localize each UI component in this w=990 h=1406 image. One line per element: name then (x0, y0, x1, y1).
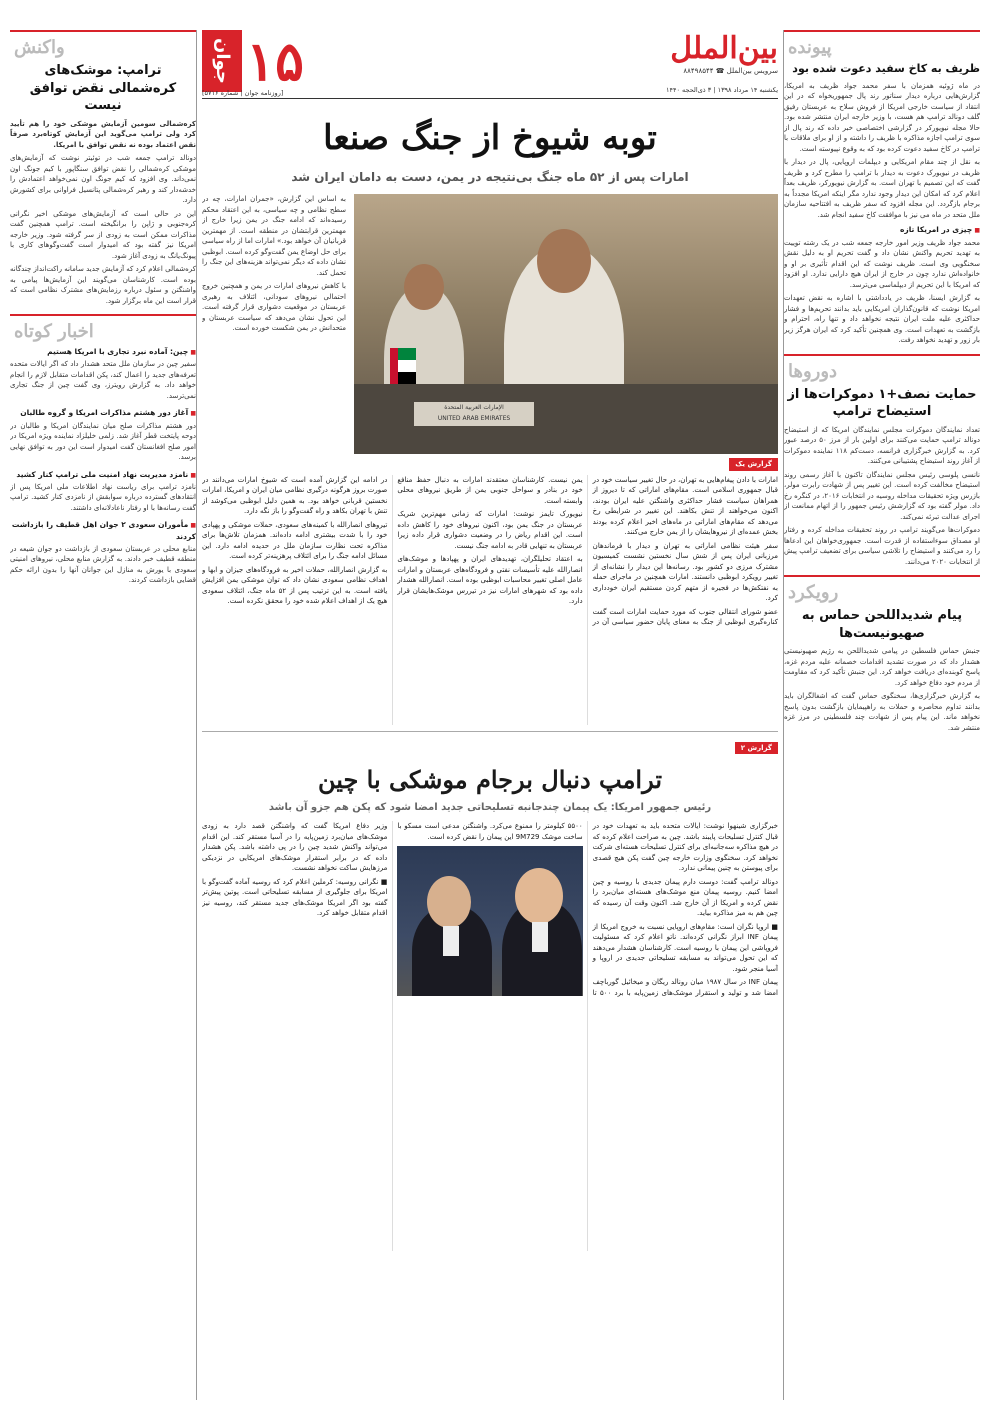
right-sidebar (784, 30, 980, 1400)
photo-face (537, 229, 591, 293)
masthead (202, 30, 778, 99)
section-header (10, 30, 196, 58)
paper-logo-mark: جوان (202, 30, 242, 92)
article-paragraph: امارات با دادن پیغام‌هایی به تهران، در حال تغییر سیاست خود در قبال جمهوری اسلامی است. مقام‌های اماراتی که تا دیروز از همراهان سیاست فشار حداکثری واشنگتن علیه ایران بودند، اکنون می‌خواهند از تنش بکاهند. این تغییر در شرایطی رخ می‌دهد که مقام‌های اماراتی در ماه‌های اخیر اعلام کرده بودند بخش عمده‌ای از نیروهایشان را از یمن خارج می‌کنند. (592, 475, 778, 536)
article-paragraph: تعداد نمایندگان دموکرات مجلس نمایندگان امریکا که از استیضاح دونالد ترامپ حمایت می‌کنند برای اولین بار از مرز ۵۰ درصد عبور کرد. به گزارش خبرگزاری فرانسه، دست‌کم ۱۱۸ نماینده دموکرات از آغاز روند استیضاح پشتیبانی می‌کنند. (784, 425, 980, 466)
article-paragraph: نیویورک تایمز نوشت: امارات که زمانی مهم‌ترین شریک عربستان در جنگ یمن بود، اکنون نیروهای خود را کاهش داده است. این اقدام ریاض را در وضعیت دشواری قرار داده زیرا عربستان به تنهایی قادر به ادامه جنگ نیست. (397, 510, 583, 550)
lead-story-block (202, 194, 778, 454)
section-name: بین‌الملل (670, 31, 778, 66)
section-header (784, 575, 980, 603)
main-content (202, 30, 778, 1400)
article-paragraph: محمد جواد ظریف وزیر امور خارجه جمعه شب در یک رشته توییت به تهدید تحریم واکنش نشان داد و گفت تحریم او به دلیل نقش سخنگویی وی است. ظریف نوشت که این اقدام تأثیری بر او و خانواده‌اش ندارد چون در خارج از ایران هیچ دارایی ندارد. او افزود که امریکا با این تحریم از دیپلماسی می‌ترسد. (784, 238, 980, 289)
page-section-title (478, 32, 778, 77)
news-brief-body: منابع محلی در عربستان سعودی از بازداشت دو جوان شیعه در منطقه قطیف خبر دادند. به گزارش منابع محلی، نیروهای امنیتی سعودی با یورش به منازل این جوانان آنها را بدون ارائه حکم قضایی بازداشت کردند. (10, 544, 196, 585)
article-paragraph: ■ اروپا نگران است: مقام‌های اروپایی نسبت به خروج امریکا از پیمان INF ابراز نگرانی کرده‌اند. ناتو اعلام کرد که مسئولیت فروپاشی این پیمان با روسیه است. کارشناسان هشدار می‌دهند که این تحول می‌تواند به مسابقه تسلیحاتی جدیدی در اروپا و آسیا منجر شود. (592, 922, 778, 973)
left-sidebar (10, 30, 196, 1400)
name-plaque: الإمارات العربية المتحدة UNITED ARAB EMIRATES (414, 402, 534, 426)
news-brief-title: ■ آغاز دور هشتم مذاکرات امریکا و گروه طالبان (10, 407, 196, 418)
article-paragraph: پیمان INF در سال ۱۹۸۷ میان رونالد ریگان و میخائیل گورباچف امضا شد و تولید و استقرار موشک‌های زمین‌پایه با برد ۵۰۰ تا ۵۵۰۰ کیلومتر را ممنوع می‌کرد. واشنگتن مدعی است مسکو با ساخت موشک 9M729 این پیمان را نقض کرده است. (397, 822, 778, 997)
article-paragraph: به اعتقاد تحلیلگران، تهدیدهای ایران و پهپادها و موشک‌های انصارالله علیه تأسیسات نفتی و فرودگاه‌های عربستان و امارات عامل اصلی تغییر محاسبات ابوظبی بوده است. انصارالله هشدار داده بود که شهرهای امارات نیز در تیررس موشک‌هایشان قرار دارد. (397, 555, 583, 605)
uae-flag-icon (390, 348, 416, 384)
lead-photo (354, 194, 778, 454)
article-headline: حمایت نصف+۱ دموکرات‌ها از استیضاح ترامپ (787, 386, 977, 420)
section-title: دوروها (788, 360, 838, 382)
article-paragraph: کره‌شمالی اعلام کرد که آزمایش جدید سامانه راکت‌انداز چندگانه بوده است. کارشناسان می‌گویند این آزمایش‌ها پیامی به واشنگتن و سئول درباره رزمایش‌های مشترک نظامی است که قرار است این ماه برگزار شود. (10, 265, 196, 305)
article-paragraph: دونالد ترامپ جمعه شب در توئیتر نوشت که آزمایش‌های موشکی کره‌شمالی را نقض توافق سنگاپور با کیم جونگ اون نمی‌داند. وی افزود که کیم جونگ اون نمی‌خواهد اعتمادش را خدشه‌دار کند و رهبر کره‌شمالی پتانسیل فراوانی برای کشورش دارد. (10, 154, 196, 205)
article-paragraph: دموکرات‌ها می‌گویند ترامپ در روند تحقیقات مداخله کرده و رفتار او مصداق سوءاستفاده از قدرت است. جمهوری‌خواهان این ادعاها را رد می‌کنند و استیضاح را تلاشی سیاسی برای تضعیف ترامپ پیش از انتخابات ۲۰۲۰ می‌دانند. (784, 526, 980, 566)
second-story-block (202, 821, 778, 1251)
article-headline: ظریف به کاخ سفید دعوت شده بود (792, 62, 980, 75)
editor-contact: سرویس بین‌الملل ☎ ۸۸۴۹۸۵۴۴ (683, 67, 778, 75)
article-paragraph: سفر هیئت نظامی اماراتی به تهران و دیدار با فرماندهان مرزبانی ایران پس از شش سال نخستین نشست کمیسیون مشترک مرزی دو کشور بود. رسانه‌ها این دیدار را نشانه‌ای از تغییر رویکرد ابوظبی دانستند. امارات همچنین در ماجرای حمله به نفتکش‌ها در فجیره از متهم کردن مستقیم ایران خودداری کرد. (592, 541, 778, 602)
article-lede: کره‌شمالی سومین آزمایش موشکی خود را هم تأیید کرد ولی ترامپ می‌گوید این آزمایش کوتاه‌برد صرفاً نقض اعتماد بوده نه نقض توافق با امریکا. (10, 119, 196, 149)
column-divider (783, 30, 784, 1400)
main-headline: توبه شیوخ از جنگ صنعا (323, 118, 657, 158)
article-paragraph: به نقل از چند مقام امریکایی و دیپلمات اروپایی، پال در دیدار با ظریف در نیویورک دعوت به دیدار با ترامپ را مطرح کرد و ظریف گفت که این تصمیم با تهران است. به گزارش نیویورکر، ظریف بعداً اعلام کرد که امکان این دیدار وجود ندارد مگر اینکه امریکا مجدداً به برجام بازگردد. این مجله افزود که سفر ظریف به افتتاحیه سازمان ملل متحد در ماه می نیز با موافقت کاخ سفید انجام شد. (784, 158, 980, 219)
article-paragraph: جنبش حماس فلسطین در پیامی شدیداللحن به رژیم صهیونیستی هشدار داد که در صورت تشدید اقدامات خصمانه علیه مردم غزه، پاسخ کوبنده‌ای دریافت خواهد کرد. این جنبش تأکید کرد که مقاومت از مردم خود دفاع خواهد کرد. (784, 647, 980, 687)
article-paragraph: عضو شورای انتقالی جنوب که مورد حمایت امارات است گفت کناره‌گیری ابوظبی از جنگ به معنای پایان حضور سیاسی آن در یمن نیست. کارشناسان معتقدند امارات به دنبال حفظ منافع خود در بنادر و سواحل جنوبی یمن از طریق نیروهای محلی وابسته است. (397, 475, 778, 626)
section-header (784, 30, 980, 58)
article-headline: ترامپ: موشک‌های کره‌شمالی نقض توافق نیست (29, 63, 177, 114)
second-headline: ترامپ دنبال برجام موشکی با چین (317, 765, 663, 794)
second-photo (397, 846, 582, 996)
section-title: واکنش (14, 37, 65, 58)
news-brief (10, 519, 196, 586)
news-brief-body: نامزد ترامپ برای ریاست نهاد اطلاعات ملی امریکا پس از انتقادهای گسترده درباره سوابقش از نامزدی کنار کشید. ترامپ گفت رسانه‌ها با او رفتار ناعادلانه‌ای داشتند. (10, 482, 196, 512)
article-paragraph: تیروهای انصارالله با کمینه‌های سعودی، حملات موشکی و پهپادی خود را با شدت بیشتری ادامه داده‌اند. همزمان تلاش‌ها برای مذاکره تحت نظارت سازمان ملل در حدیده ادامه دارد. این مسائل ادامه جنگ را برای ائتلاف پرهزینه‌تر کرده است. (202, 520, 388, 560)
lead-text-column (202, 194, 346, 337)
report-tag: گزارش یک (729, 458, 778, 471)
section-header (784, 354, 980, 382)
section-title: پیونده (788, 37, 832, 58)
section-title: اخبار کوتاه (14, 321, 94, 343)
article-paragraph: به اساس این گزارش، «جمران امارات، چه در سطح نظامی و چه سیاسی، به این اعتقاد محکم رسیده‌اند که ادامه جنگ در یمن زیرا خارج از مهمترین قرابتشان در منطقه است. از مهمترین قربانیان آن خواهد بود.» امارات اما از راه سیاسی برای حل اوضاع یمن گفت‌وگو کرده است. ابوظبی نشان داده که دیگر نمی‌تواند هزینه‌های این جنگ را تحمل کند. (202, 195, 346, 277)
news-brief-title: ■ نامزد مدیریت نهاد امنیت ملی ترامپ کنار کشید (10, 469, 196, 480)
news-brief-body: سفیر چین در سازمان ملل متحد هشدار داد که اگر ایالات متحده تعرفه‌های جدید را اعمال کند، پکن اقدامات متقابل لازم را انجام خواهد داد. به گزارش رویترز، وی گفت چین از جنگ تجاری نمی‌ترسد. (10, 360, 196, 400)
article-subhead: ■ چیزی در امریکا تازه (784, 224, 980, 235)
article-paragraph: خبرگزاری شینهوا نوشت: ایالات متحده باید به تعهدات خود در قبال کنترل تسلیحات پایبند باشد. چین به صراحت اعلام کرده که در هیچ مذاکره سه‌جانبه‌ای برای کنترل تسلیحات هسته‌ای شرکت نخواهد کرد. سخنگوی وزارت خارجه چین گفت پکن هیچ قصدی برای پیوستن به چنین پیمانی ندارد. (592, 822, 778, 872)
photo-shirt (443, 926, 459, 956)
article-paragraph: این در حالی است که آزمایش‌های موشکی اخیر نگرانی کره‌جنوبی و ژاپن را برانگیخته است. ترامپ همچنین گفت مذاکرات ممکن است به زودی از سر گرفته شود. وزیر خارجه امریکا نیز گفته بود که امیدوار است گفت‌وگوهای کاری با پیونگ‌یانگ به زودی آغاز شود. (10, 209, 196, 260)
article-paragraph: نانسی پلوسی رئیس مجلس نمایندگان تاکنون با آغاز رسمی روند استیضاح مخالفت کرده است. این تغییر پس از شهادت رابرت مولر، بازرس ویژه تحقیقات مداخله روسیه در انتخابات ۲۰۱۶، در کنگره رخ داد. مولر گفته بود که گزارشش رئیس جمهور را از اتهام ممانعت از اجرای عدالت تبرئه نمی‌کند. (784, 470, 980, 521)
news-brief (10, 346, 196, 401)
article-paragraph: به گزارش انصارالله، حملات اخیر به فرودگاه‌های جیزان و ابها و اهداف نظامی سعودی نشان داد که توان موشکی یمن افزایش یافته است. به این ترتیب پس از ۵۲ ماه جنگ، ائتلاف سعودی هیچ یک از اهداف اعلام شده خود را محقق نکرده است. (202, 565, 388, 605)
section-divider (202, 731, 778, 732)
issue-info: [روزنامه جوان | شماره ۵۷۱۶] (202, 89, 284, 98)
news-brief (10, 469, 196, 514)
paper-logo (202, 30, 352, 92)
section-header (10, 314, 196, 342)
article-paragraph: با کاهش نیروهای امارات در یمن و همچنین خروج احتمالی نیروهای سودانی، ائتلاف به رهبری عربستان در موقعیت دشواری قرار گرفته است. این تحول نشان می‌دهد که سیاست عربستان و متحدانش در یمن شکست خورده است. (202, 282, 346, 332)
article-paragraph: ■ نگرانی روسیه: کرملین اعلام کرد که روسیه آماده گفت‌وگو با امریکا برای جلوگیری از مسابقه تسلیحاتی است. پوتین پیش‌تر گفته بود اگر امریکا موشک‌های جدید مستقر کند، روسیه نیز اقدام متقابل خواهد کرد. (202, 877, 388, 917)
main-subheadline: امارات پس از ۵۲ ماه جنگ بی‌نتیجه در یمن، دست به دامان ایران شد (291, 170, 689, 184)
page-number: ۱۵ (246, 30, 305, 93)
photo-shirt (532, 922, 548, 952)
second-subheadline: رئیس جمهور امریکا: یک پیمان چندجانبه تسلیحاتی جدید امضا شود که پکن هم جزو آن باشد (268, 802, 712, 813)
news-brief (10, 407, 196, 462)
news-brief-body: دور هشتم مذاکرات صلح میان نمایندگان امریکا و طالبان در دوحه پایتخت قطر آغاز شد. زلمی خلیلزاد نماینده ویژه امریکا در امور صلح افغانستان گفت امیدوار است این دور به توافق نهایی برسد. (10, 421, 196, 462)
article-paragraph: در ادامه این گزارش آمده است که شیوخ امارات می‌دانند در صورت بروز هرگونه درگیری نظامی میان ایران و امریکا، امارات نخستین قربانی خواهد بود. به همین دلیل ابوظبی می‌کوشد از تنش با تهران بکاهد و راه گفت‌وگو را باز نگه دارد. (202, 475, 388, 515)
article-paragraph: به گزارش ایسنا، ظریف در یادداشتی با اشاره به نقض تعهدات امریکا نوشت که قانون‌گذاران امریکایی باید بدانند تحریم‌ها و فشار حداکثری علیه ملت ایران نتیجه نخواهد داد و تنها راه، احترام و بازگشت به تعهدات است. وی همچنین تأکید کرد که ایران هرگز زیر بار زور و تهدید نخواهد رفت. (784, 294, 980, 345)
article-paragraph: در ماه ژوئیه همزمان با سفر محمد جواد ظریف به امریکا، گزارش‌هایی درباره دیدار سناتور رند پال جمهوریخواه که در این انتقاد از سیاست خارجی امریکا از فروش سلاح به عربستان رفیق گلف دونالد ترامپ هم هست، با وزیر خارجه ایران منتشر شده بود. حالا مجله نیویورکر در گزارشی اختصاصی خبر داده که رند پال از سوی ترامپ اجازه مذاکره با ظریف را داشته و از او برای ملاقات با ترامپ در کاخ سفید دعوت کرده بود که به وقوع نپیوسته است. (784, 81, 980, 153)
article-paragraph: به گزارش خبرگزاری‌ها، سخنگوی حماس گفت که اشغالگران باید بدانند تداوم محاصره و حملات به راهپیمایان بازگشت بدون پاسخ نخواهد ماند. این پیام پس از شهادت چند فلسطینی در مرز غزه منتشر شد. (784, 692, 980, 732)
section-title: رویکرد (788, 582, 839, 604)
article-paragraph: دونالد ترامپ گفت: دوست دارم پیمان جدیدی با روسیه و چین امضا کنیم. روسیه پیمان منع موشک‌های هسته‌ای میان‌برد را نقض کرده و امریکا از آن خارج شد. اکنون وقت آن رسیده که چین هم به میز مذاکره بیاید. (592, 877, 778, 917)
report-text-columns (202, 475, 778, 725)
news-brief-title: ■ مأموران سعودی ۲ جوان اهل قطیف را بازداشت کردند (10, 519, 196, 542)
photo-face (515, 868, 563, 924)
photo-face (404, 264, 444, 310)
article-paragraph: وزیر دفاع امریکا گفت که واشنگتن قصد دارد به زودی موشک‌های میان‌برد زمین‌پایه را در آسیا مستقر کند. این اقدام می‌تواند واکنش شدید چین را در پی داشته باشد. پکن هشدار داده که در برابر استقرار موشک‌های امریکایی در نزدیکی مرزهایش ساکت نخواهد نشست. (202, 822, 388, 872)
article-headline: پیام شدیداللحن حماس به صهیونیست‌ها (801, 608, 963, 641)
date-line: یکشنبه ۱۴ مرداد ۱۳۹۸ | ۳ ذی‌الحجه ۱۴۴۰ (666, 86, 778, 95)
second-text-columns (202, 821, 778, 1251)
news-brief-title: ■ چین: آماده نبرد تجاری با امریکا هستیم (10, 346, 196, 357)
report-tag: گزارش ۲ (735, 742, 778, 755)
column-divider (196, 30, 197, 1400)
